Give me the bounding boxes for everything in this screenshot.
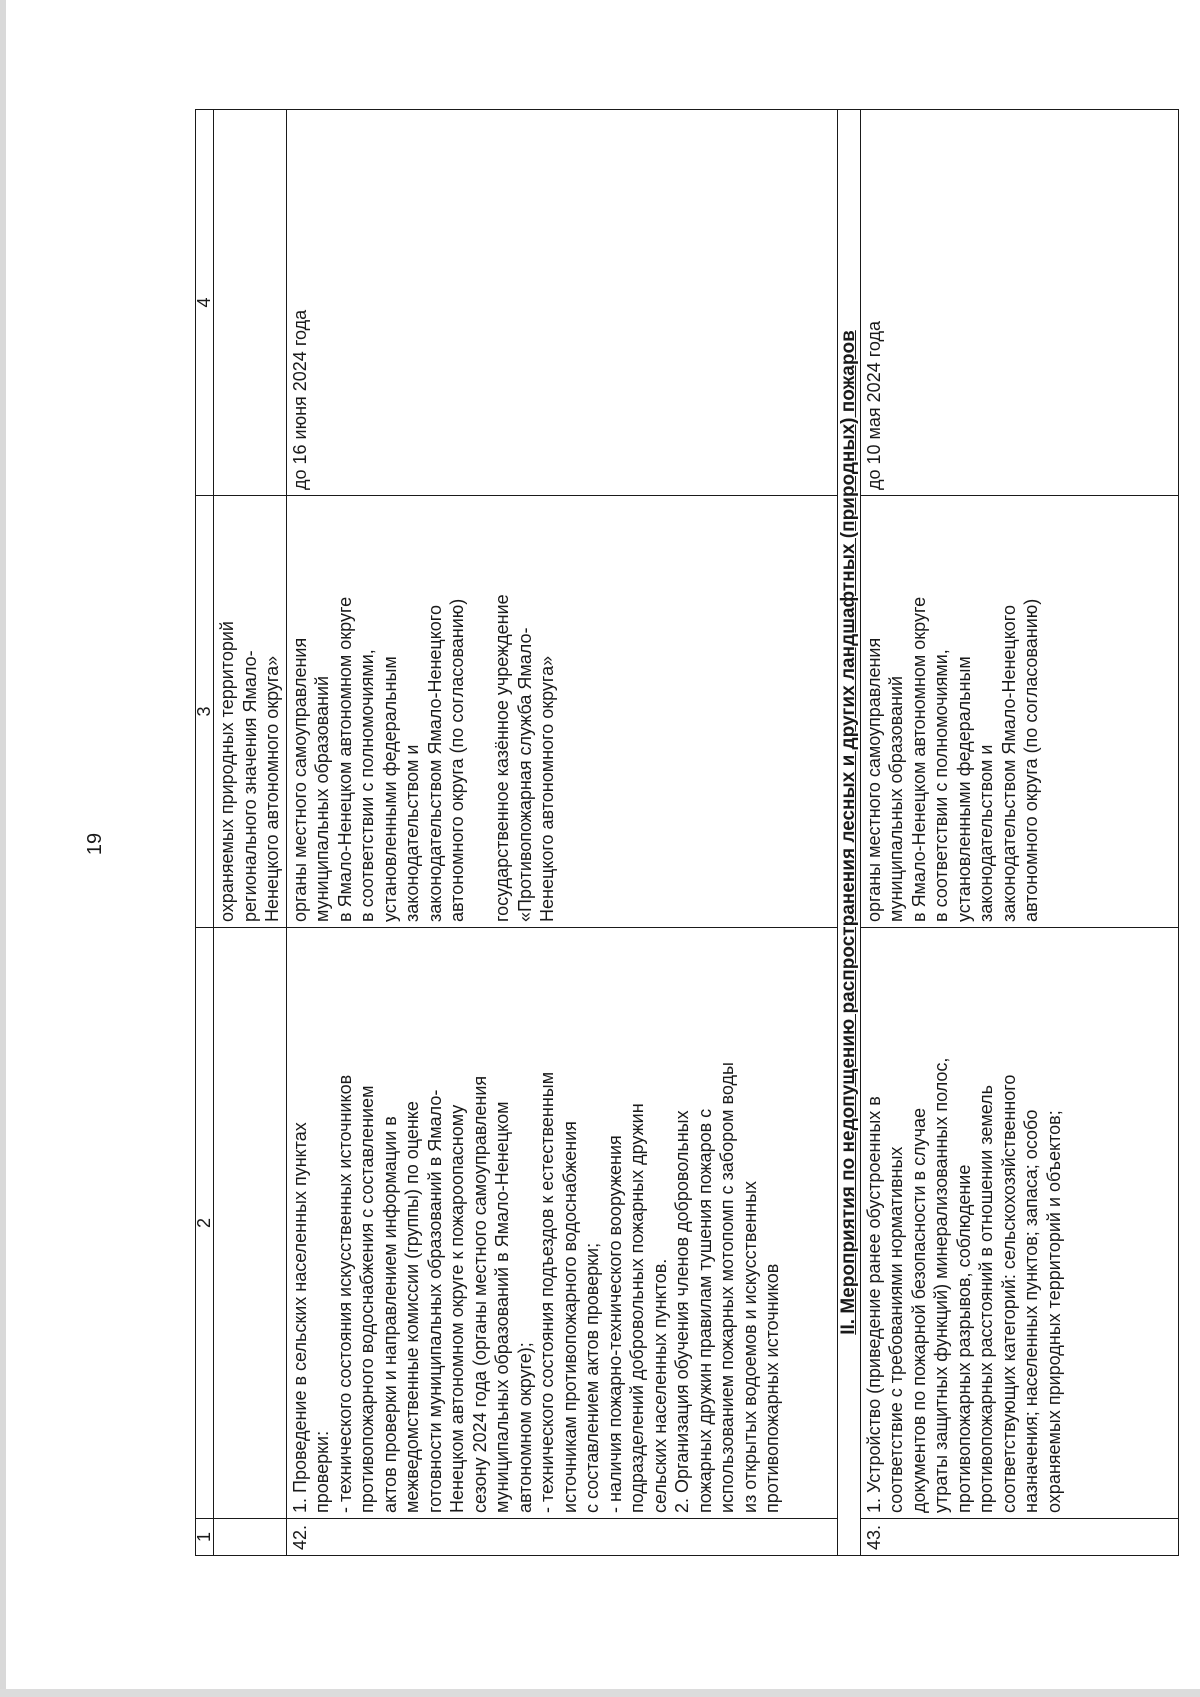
row-number-cell: 43. — [860, 1519, 1178, 1556]
table-row — [860, 110, 1178, 1556]
scan-edge-bottom — [0, 1689, 1200, 1697]
page-number: 19 — [84, 832, 106, 856]
row-number-cell — [214, 1519, 287, 1556]
section-title: II. Мероприятия по недопущению распространения лесных и других ландшафтных (природных) пожаров — [837, 330, 859, 1335]
table-row — [214, 110, 287, 1556]
executor-cell: органы местного самоуправления муниципальных образований в Ямало-Ненецком автономном округе в соответствии с полномочиями, установленными федеральным законодательством и законодательством Ямало-Ненецкого автономного округа (по согласованию) — [860, 496, 1178, 928]
measures-table — [195, 110, 1197, 1556]
header-cell-2: 2 — [196, 928, 214, 1519]
header-cell-3: 3 — [196, 496, 214, 928]
executor-cell: органы местного самоуправления муниципальных образований в Ямало-Ненецком автономном округе в соответствии с полномочиями, установленными федеральным законодательством и законодательством Ямало-Ненецкого автономного округа (по согласованию) государственное казённое учреждение «Противопожарная служба Ямало- Ненецкого автономного округа» — [286, 496, 837, 928]
row-number-cell: 42. — [286, 1519, 837, 1556]
table-row — [286, 110, 837, 1556]
deadline-cell: до 10 мая 2024 года — [860, 110, 1178, 496]
header-cell-1: 1 — [196, 1519, 214, 1556]
header-cell-4: 4 — [196, 110, 214, 496]
deadline-cell: до 16 июня 2024 года — [286, 110, 837, 496]
measure-cell: 1. Устройство (приведение ранее обустроенных в соответствие с требованиями нормативных документов по пожарной безопасности в случае утраты защитных функций) минерализованных полос, противопожарных разрывов, соблюдение противопожарных расстояний в отношении земель соответствующих категорий: сельскохозяйственного назначения; населенных пунктов; запаса; особо охраняемых природных территорий и объектов; — [860, 928, 1178, 1519]
table-header-row — [196, 110, 214, 1556]
section-title-cell — [837, 110, 860, 1556]
measure-cell — [214, 928, 287, 1519]
scan-edge-left — [0, 0, 6, 1697]
section-row — [837, 110, 860, 1556]
measure-cell: 1. Проведение в сельских населенных пунктах проверки: - технического состояния искусственных источников противопожарного водоснабжения с составлением актов проверки и направлением информации в межведомственные комиссии (группы) по оценке готовности муниципальных образований в Ямало- Ненецком автономном округе к пожароопасному сезону 2024 года (органы местного самоуправления муниципальных образований в Ямало-Ненецком автономном округе); - технического состояния подъездов к естественным источникам противопожарного водоснабжения с составлением актов проверки; - наличия пожарно-технического вооружения подразделений добровольных пожарных дружин сельских населенных пунктов. 2. Организация обучения членов добровольных пожарных дружин правилам тушения пожаров с использованием пожарных мотопомп с забором воды из открытых водоемов и искусственных противопожарных источников — [286, 928, 837, 1519]
executor-cell: охраняемых природных территорий регионального значения Ямало- Ненецкого автономного округа» — [214, 496, 287, 928]
deadline-cell — [214, 110, 287, 496]
